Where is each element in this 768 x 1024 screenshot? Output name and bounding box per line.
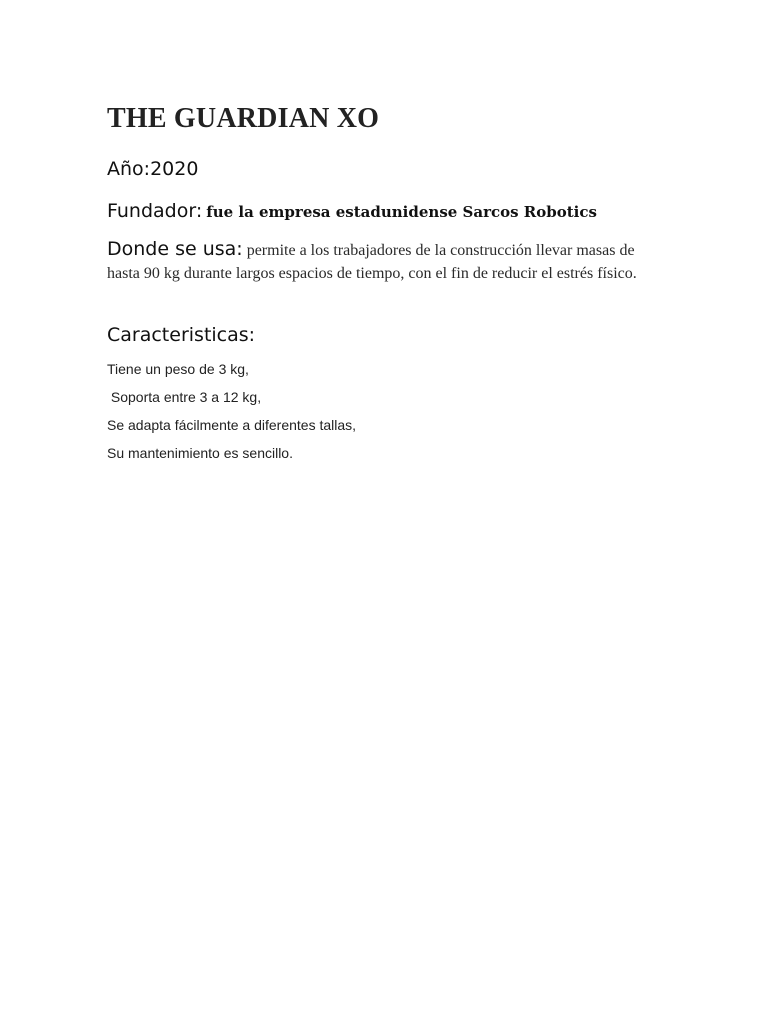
usage-paragraph (107, 238, 663, 285)
features-list (107, 359, 356, 471)
features-heading (107, 321, 255, 351)
usage-text: permite a los trabajadores de la construcción llevar masas de hasta 90 kg durante largos espacios de tiempo, con el fin de reducir el estrés físico. (107, 242, 637, 282)
founder-label: Fundador: (107, 200, 203, 222)
founder-line (107, 197, 597, 227)
usage-label: Donde se usa: (107, 238, 243, 260)
feature-item: Soporta entre 3 a 12 kg, (107, 389, 262, 405)
features-heading-label: Caracteristicas: (107, 324, 256, 346)
feature-item: Se adapta fácilmente a diferentes tallas, (107, 417, 357, 433)
document-title: THE GUARDIAN XO (107, 103, 380, 134)
feature-item: Su mantenimiento es sencillo. (107, 445, 293, 461)
feature-item: Tiene un peso de 3 kg, (107, 361, 249, 377)
founder-text: fue la empresa estadunidense Sarcos Robotics (206, 203, 597, 221)
year-line: Año:2020 (107, 158, 199, 180)
